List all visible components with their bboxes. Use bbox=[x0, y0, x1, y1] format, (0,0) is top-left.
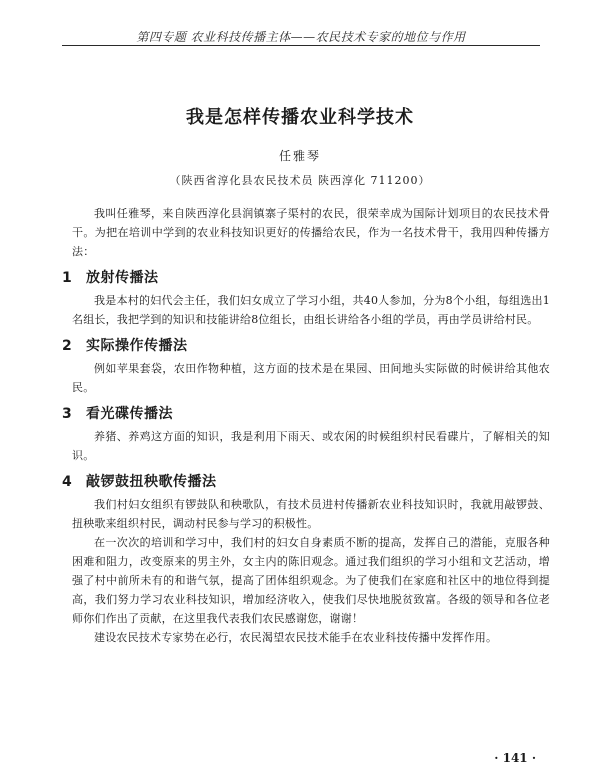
section-title: 敲锣鼓扭秧歌传播法 bbox=[86, 474, 217, 490]
page-number: · 141 · bbox=[494, 751, 536, 765]
article-title: 我是怎样传播农业科学技术 bbox=[186, 107, 414, 128]
section-1-paragraph: 我是本村的妇代会主任，我们妇女成立了学习小组，共40人参加，分为8个小组，每组选出1名组长，我把学到的知识和技能讲给8位组长，由组长讲给各小组的学员，再由学员讲给村民。 bbox=[72, 294, 550, 326]
section-title: 实际操作传播法 bbox=[86, 338, 188, 354]
section-heading-2 bbox=[62, 335, 550, 355]
section-heading-1 bbox=[62, 267, 550, 287]
author-name: 任雅琴 bbox=[278, 149, 321, 163]
header-divider bbox=[62, 45, 540, 46]
section-number: 3 bbox=[62, 406, 72, 422]
running-header: 第四专题 农业科技传播主体——农民技术专家的地位与作用 bbox=[136, 30, 466, 44]
section-heading-4 bbox=[62, 471, 550, 491]
section-2-paragraph: 例如苹果套袋，农田作物种植，这方面的技术是在果园、田间地头实际做的时候讲给其他农民。 bbox=[72, 362, 550, 394]
intro-paragraph: 我叫任雅琴，来自陕西淳化县润镇寨子渠村的农民，很荣幸成为国际计划项目的农民技术骨干。为把在培训中学到的农业科技知识更好的传播给农民，作为一名技术骨干，我用四种传播方法： bbox=[72, 207, 550, 258]
section-title: 看光碟传播法 bbox=[86, 406, 173, 422]
section-3-paragraph: 养猪、养鸡这方面的知识，我是利用下雨天、或农闲的时候组织村民看碟片，了解相关的知识。 bbox=[72, 430, 550, 462]
section-heading-3 bbox=[62, 403, 550, 423]
article-body bbox=[62, 204, 550, 647]
section-4-paragraph: 在一次次的培训和学习中，我们村的妇女自身素质不断的提高，发挥自己的潜能，克服各种困难和阻力，改变原来的男主外，女主内的陈旧观念。通过我们组织的学习小组和文艺活动，增强了村中前所未有的和谐气氛，提高了团体组织观念。为了使我们在家庭和社区中的地位得到提高，我们努力学习农业科技知识，增加经济收入，使我们尽快地脱贫致富。各级的领导和各位老师你们作出了贡献，在这里我代表我们农民感谢您，谢谢！ bbox=[72, 536, 550, 625]
author-affiliation: （陕西省淳化县农民技术员 陕西淳化 711200） bbox=[169, 174, 431, 187]
section-number: 2 bbox=[62, 338, 72, 354]
section-4-paragraph: 我们村妇女组织有锣鼓队和秧歌队，有技术员进村传播新农业科技知识时，我就用敲锣鼓、扭秧歌来组织村民，调动村民参与学习的积极性。 bbox=[72, 498, 550, 530]
closing-paragraph: 建设农民技术专家势在必行，农民渴望农民技术能手在农业科技传播中发挥作用。 bbox=[94, 631, 498, 644]
section-number: 1 bbox=[62, 270, 72, 286]
section-number: 4 bbox=[62, 474, 72, 490]
section-title: 放射传播法 bbox=[86, 270, 159, 286]
